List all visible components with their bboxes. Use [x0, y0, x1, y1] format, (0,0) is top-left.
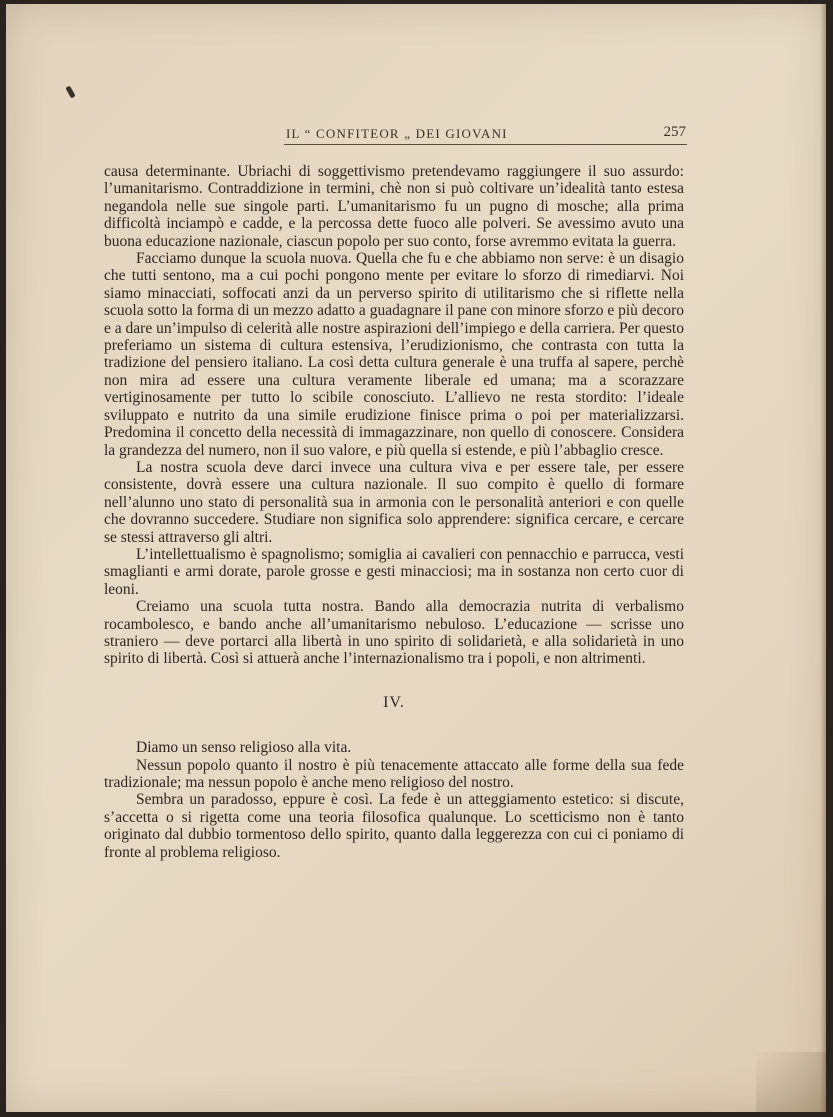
- page-edge-shadow: [820, 4, 826, 1112]
- book-page: [6, 4, 826, 1112]
- page-header: [286, 124, 686, 144]
- paragraph: Diamo un senso religioso alla vita.: [136, 739, 352, 757]
- section-heading: IV.: [383, 693, 405, 711]
- paragraph: Facciamo dunque la scuola nuova. Quella che fu e che abbiamo non serve: è un disagio che tutti sentono, ma a cui pochi pongono mente per evitare lo sforzo di rimediarvi. Noi siamo minacciati, soffocati anzi da un perverso spirito di utilitarismo che si riflette nella scuola sotto la forma di un mezzo adatto a guadagnare il pane con minore sforzo e più decoro e a dare un’impulso di celerità alle nostre aspirazioni dell’impiego e della carriera. Per questo preferiamo un sistema di cultura estensiva, l’erudizionismo, che contrasta con tutta la tradizione del pensiero italiano. La così detta cultura generale è una truffa al sapere, perchè non mira ad essere una cultura veramente liberale ed umana; ma a scorazzare vertiginosamente per tutto lo scibile conosciuto. L’allievo ne resta stordito: l’ideale sviluppato e nutrito da una simile erudizione finisce prima o poi per materializzarsi. Predomina il concetto della necessità di immagazzinare, non quello di conoscere. Considera la grandezza del numero, non il suo valore, e più quella si estende, e più l’abbaglio cresce.: [104, 250, 684, 459]
- paragraph: La nostra scuola deve darci invece una cultura viva e per essere tale, per essere consistente, dovrà essere una cultura nazionale. Il suo compito è quello di formare nell’alunno uno stato di personalità sua in armonia con le personalità anteriori e con quelle che dovranno succedere. Studiare non significa solo apprendere: significa cercare, e cercare se stessi attraverso gli altri.: [104, 458, 684, 546]
- paragraph: L’intellettualismo è spagnolismo; somiglia ai cavalieri con pennacchio e parrucca, vesti smaglianti e armi dorate, parole grosse e gesti minacciosi; ma in sostanza non certo cuor di leoni.: [104, 545, 684, 598]
- paragraph: Sembra un paradosso, eppure è così. La fede è un atteggiamento estetico: si discute, s’accetta o si rigetta come una teoria filosofica qualunque. Lo scetticismo non è tanto originato dal dubbio tormentoso dello spirito, quanto dalla leggerezza con cui ci poniamo di fronte al problema religioso.: [104, 791, 684, 861]
- running-title: IL “ CONFITEOR „ DEI GIOVANI: [286, 126, 508, 141]
- page-number: 257: [663, 124, 686, 140]
- header-rule: [284, 144, 687, 145]
- paragraph: Nessun popolo quanto il nostro è più tenacemente attaccato alle forme della sua fede tradizionale; ma nessun popolo è anche meno religioso del nostro.: [104, 756, 684, 791]
- paragraph: causa determinante. Ubriachi di soggettivismo pretendevamo raggiungere il suo assurdo: l’umanitarismo. Contraddizione in termini, chè non si può coltivare un’idealità tanto estesa negandola nelle sue singole parti. L’umanitarismo fu un pugno di mosche; alla prima difficoltà inciampò e cadde, e la percossa dette fuoco alle polveri. Se avessimo avuto una buona educazione nazionale, ciascun popolo per suo conto, forse avremmo evitata la guerra.: [104, 163, 684, 250]
- worn-corner: [756, 1052, 826, 1112]
- paragraph: Creiamo una scuola tutta nostra. Bando alla democrazia nutrita di verbalismo rocambolesco, e bando anche all’umanitarismo nebuloso. L’educazione — scrisse uno straniero — deve portarci alla libertà in uno spirito di solidarietà, e alla solidarietà in uno spirito di libertà. Così si attuerà anche l’internazionalismo tra i popoli, e non altrimenti.: [104, 598, 684, 668]
- page-body: [104, 163, 684, 861]
- ink-mark: [65, 86, 75, 99]
